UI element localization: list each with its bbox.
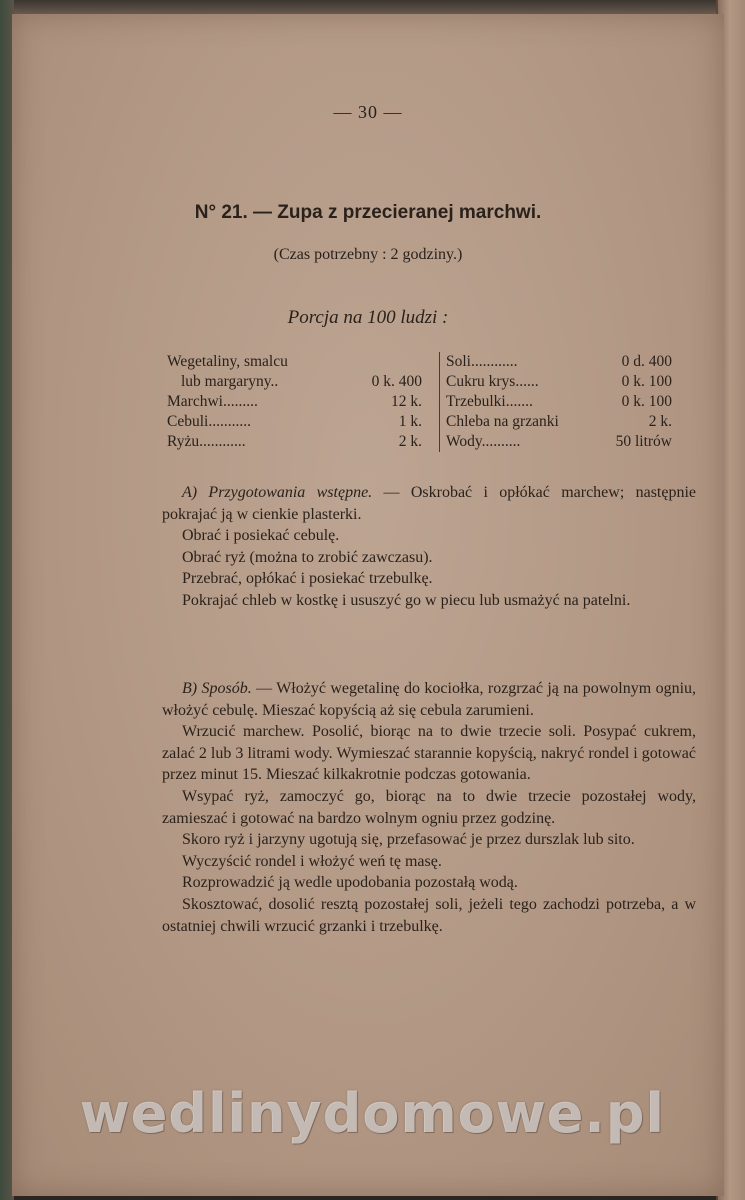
ingredient-qty: 12 k.: [391, 393, 422, 410]
section-b-paragraph: Wyczyścić rondel i włożyć weń tę masę.: [182, 852, 442, 870]
ingredient-name: lub margaryny..: [181, 373, 279, 390]
section-a-lead: A) Przygotowania wstępne.: [182, 484, 373, 501]
watermark: wedlinydomowe.pl: [79, 1082, 666, 1145]
section-b: [162, 678, 696, 937]
page-number: — 30 —: [333, 102, 403, 122]
ingredient-name: Ryżu............: [167, 433, 246, 450]
ingredient-qty: 0 k. 100: [621, 373, 672, 390]
ingredient-qty: 2 k.: [398, 433, 422, 450]
ingredient-row: [167, 352, 422, 372]
ingredient-row: [440, 412, 672, 432]
ingredients-right-column: [439, 352, 672, 452]
ingredients-left-column: [167, 352, 422, 452]
section-b-text: — Włożyć wegetalinę do kociołka, rozgrzać ją na powolnym ogniu, włożyć cebulę. Mieszać kopyścią aż się cebula zarumieni.: [162, 680, 697, 719]
ingredient-qty: 0 d. 400: [621, 353, 672, 370]
ingredient-name: Chleba na grzanki: [446, 413, 559, 430]
ingredient-name: Soli............: [446, 353, 518, 370]
section-a-paragraph: Obrać ryż (można to zrobić zawczasu).: [182, 548, 433, 566]
ingredient-row: [167, 412, 422, 432]
section-b-paragraph: Wsypać ryż, zamoczyć go, biorąc na to dwie trzecie pozostałej wody, zamieszać i gotować na bardzo wolnym ogniu przez godzinę.: [162, 787, 696, 827]
ingredient-qty: 0 k. 400: [371, 373, 422, 390]
ingredient-name: Trzebulki.......: [446, 393, 533, 410]
ingredient-row: [167, 432, 422, 452]
ingredient-qty: 1 k.: [398, 413, 422, 430]
section-a-paragraph: Obrać i posiekać cebulę.: [182, 527, 340, 545]
ingredient-qty: 50 litrów: [615, 433, 672, 450]
ingredient-qty: 2 k.: [648, 413, 672, 430]
ingredient-name: Wegetaliny, smalcu: [167, 353, 288, 370]
ingredient-name: Marchwi.........: [167, 393, 258, 410]
ingredient-name: Wody..........: [446, 433, 521, 450]
section-a-paragraph: [162, 482, 696, 525]
recipe-portion: Porcja na 100 ludzi :: [287, 307, 449, 328]
ingredient-row: [440, 392, 672, 412]
ingredient-qty: 0 k. 100: [621, 393, 672, 410]
section-b-paragraph: [162, 678, 696, 721]
ingredient-row: [440, 372, 672, 392]
ingredient-row: [440, 432, 672, 452]
ingredient-row: [167, 392, 422, 412]
ingredient-row: [440, 352, 672, 372]
section-b-paragraph: Skosztować, dosolić resztą pozostałej soli, jeżeli tego zachodzi potrzeba, a w ostatniej chwili wrzucić grzanki i trzebulkę.: [162, 895, 696, 935]
section-b-paragraph: Skoro ryż i jarzyny ugotują się, przefasować je przez durszlak lub sito.: [182, 831, 635, 849]
section-b-paragraph: Wrzucić marchew. Posolić, biorąc na to dwie trzecie soli. Posypać cukrem, zalać 2 lub 3 litrami wody. Wymieszać starannie kopyścią, nakryć rondel i gotować przez minut 15. Mieszać kilkakrotnie podczas gotowania.: [162, 723, 696, 784]
section-b-lead: B) Sposób.: [182, 680, 252, 697]
book-page: [12, 14, 724, 1196]
section-b-paragraph: Rozprowadzić ją wedle upodobania pozostałą wodą.: [182, 874, 518, 892]
section-a-text: — Oskrobać i opłókać marchew; następnie pokrajać ją w cienkie plasterki.: [162, 484, 697, 523]
recipe-time: (Czas potrzebny : 2 godziny.): [273, 246, 463, 263]
section-a-paragraph: Przebrać, opłókać i posiekać trzebulkę.: [182, 570, 433, 588]
section-a: [162, 482, 696, 612]
ingredient-row: [167, 372, 422, 392]
ingredient-name: Cebuli...........: [167, 413, 251, 430]
recipe-title: N° 21. — Zupa z przecieranej marchwi.: [194, 202, 542, 223]
section-a-paragraph: Pokrajać chleb w kostkę i ususzyć go w piecu lub usmażyć na patelni.: [182, 591, 631, 609]
ingredient-name: Cukru krys......: [446, 373, 539, 390]
